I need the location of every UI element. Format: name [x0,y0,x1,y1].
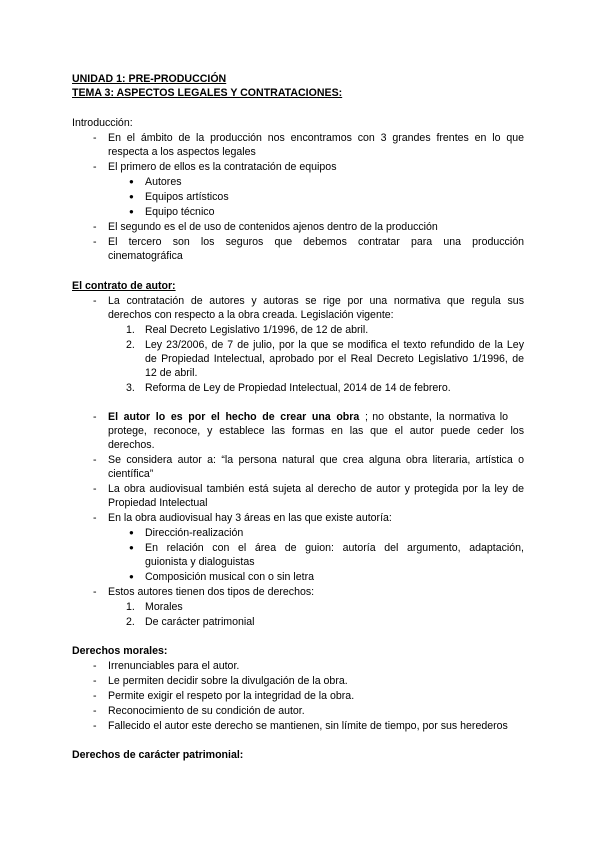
list-item-line: Se considera autor a: “la persona natural que crea alguna obra literaria, artística o [108,454,524,466]
topic-title: TEMA 3: ASPECTOS LEGALES Y CONTRATACIONES: [72,87,343,99]
list-item-line: respecta a los aspectos legales [108,146,256,158]
dash-marker: - [93,675,97,687]
list-item-line: derechos. [108,439,155,451]
dash-marker: - [93,705,97,717]
list-item-bold-lead: El autor lo es por el hecho de crear una obra [108,411,360,423]
list-item-line: derechos con respecto a la obra creada. Legislación vigente: [108,309,394,321]
unit-title: UNIDAD 1: PRE-PRODUCCIÓN [72,73,227,85]
list-item-line: Dirección-realización [145,527,244,539]
list-item-line: La obra audiovisual también está sujeta al derecho de autor y protegida por la ley de [108,483,524,495]
list-item-line: En el ámbito de la producción nos encontramos con 3 grandes frentes en lo que [108,132,524,144]
list-item-line: Real Decreto Legislativo 1/1996, de 12 de abril. [145,324,369,336]
number-marker: 1. [126,601,135,613]
dash-marker: - [93,660,97,672]
number-marker: 2. [126,339,135,351]
list-item-line: Morales [145,601,183,613]
list-item-line: De carácter patrimonial [145,616,255,628]
list-item-line: Irrenunciables para el autor. [108,660,240,672]
dash-marker: - [93,483,97,495]
list-item-line: Autores [145,176,182,188]
list-item-line: Ley 23/2006, de 7 de julio, por la que se modifica el texto refundido de la Ley [145,339,524,351]
list-item-line: cinematográfica [108,250,183,262]
bullet-marker: ● [129,177,134,186]
list-item-line: Permite exigir el respeto por la integridad de la obra. [108,690,355,702]
list-item-line: científica” [108,468,154,480]
number-marker: 1. [126,324,135,336]
list-item-line: ; no obstante, la normativa lo [365,411,509,423]
dash-marker: - [93,512,97,524]
number-marker: 3. [126,382,135,394]
list-item-line: Propiedad Intelectual [108,497,208,509]
dash-marker: - [93,132,97,144]
list-item-line: Reforma de Ley de Propiedad Intelectual, 2014 de 14 de febrero. [145,382,451,394]
list-item-line: El primero de ellos es la contratación de equipos [108,161,337,173]
list-item-line: guionista y dialoguistas [145,556,255,568]
list-item-line: El tercero son los seguros que debemos contratar para una producción [108,236,524,248]
dash-marker: - [93,454,97,466]
list-item-line: Equipos artísticos [145,191,229,203]
bullet-marker: ● [129,543,134,552]
dash-marker: - [93,161,97,173]
list-item-line: Reconocimiento de su condición de autor. [108,705,305,717]
bullet-marker: ● [129,192,134,201]
dash-marker: - [93,236,97,248]
list-item-line: 12 de abril. [145,367,198,379]
list-item-line: Estos autores tienen dos tipos de derechos: [108,586,315,598]
list-item-line: En la obra audiovisual hay 3 áreas en las que existe autoría: [108,512,392,524]
bullet-marker: ● [129,207,134,216]
list-item-line: de Propiedad Intelectual, aprobado por el Real Decreto Legislativo 1/1996, de [145,353,524,365]
number-marker: 2. [126,616,135,628]
list-item-line: Equipo técnico [145,206,215,218]
list-item-line: En relación con el área de guion: autoría del argumento, adaptación, [145,542,524,554]
list-item-line: Fallecido el autor este derecho se mantienen, sin límite de tiempo, por sus herederos [108,720,508,732]
list-item-line: El segundo es el de uso de contenidos ajenos dentro de la producción [108,221,438,233]
dash-marker: - [93,586,97,598]
dash-marker: - [93,720,97,732]
list-item-line: protege, reconoce, y establece las formas en las que el autor puede ceder los [108,425,524,437]
dash-marker: - [93,221,97,233]
list-item-line: Le permiten decidir sobre la divulgación de la obra. [108,675,348,687]
section-heading-morales: Derechos morales: [72,645,168,657]
dash-marker: - [93,411,97,423]
bullet-marker: ● [129,572,134,581]
bullet-marker: ● [129,528,134,537]
dash-marker: - [93,690,97,702]
list-item-line: La contratación de autores y autoras se rige por una normativa que regula sus [108,295,524,307]
section-heading-contrato: El contrato de autor: [72,280,176,292]
section-heading-patrimonial: Derechos de carácter patrimonial: [72,749,244,761]
dash-marker: - [93,295,97,307]
list-item-line: Composición musical con o sin letra [145,571,314,583]
intro-label: Introducción: [72,117,133,129]
